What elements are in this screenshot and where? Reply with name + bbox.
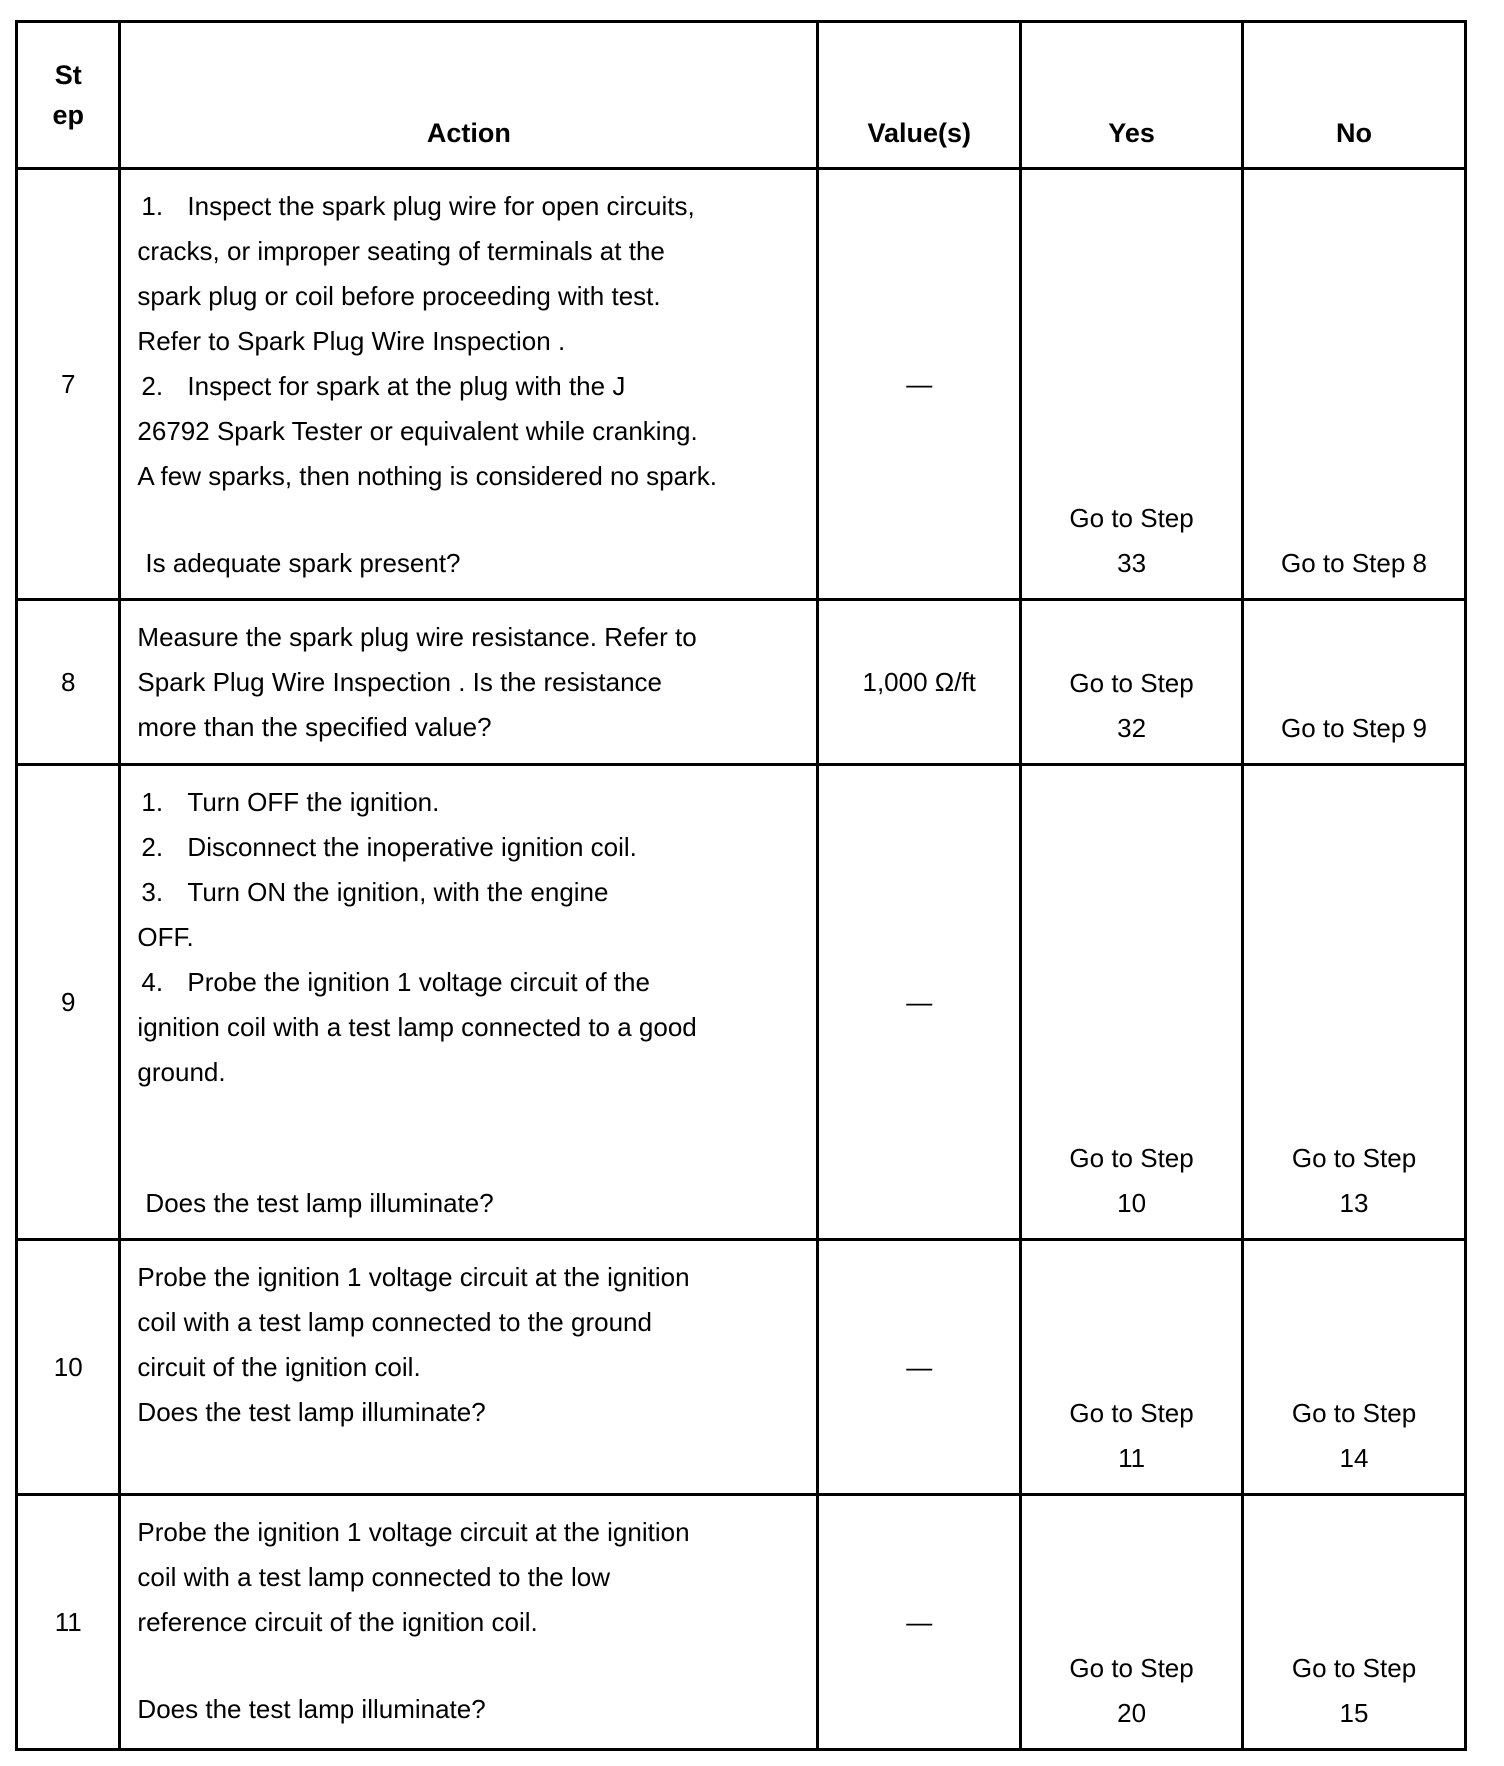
step-number: 9 xyxy=(17,765,120,1240)
header-row xyxy=(17,22,1466,169)
no-step: 13 xyxy=(1339,1188,1369,1218)
action-line: OFF. xyxy=(137,922,194,952)
value-cell: — xyxy=(818,1495,1021,1750)
step-number: 8 xyxy=(17,600,120,765)
action-line: Turn OFF the ignition. xyxy=(187,787,440,817)
no-goto: Go to Step xyxy=(1291,1653,1417,1683)
action-cell xyxy=(120,169,818,600)
action-line: Measure the spark plug wire resistance. Refer to xyxy=(137,622,697,652)
action-line: Disconnect the inoperative ignition coil. xyxy=(187,832,637,862)
no-step: 15 xyxy=(1339,1698,1369,1728)
action-line: Spark Plug Wire Inspection . Is the resistance xyxy=(137,667,662,697)
yes-cell xyxy=(1021,169,1243,600)
action-cell xyxy=(120,600,818,765)
no-step: 14 xyxy=(1339,1443,1369,1473)
table-row xyxy=(17,765,1466,1240)
action-question: Is adequate spark present? xyxy=(145,548,461,578)
yes-step: 32 xyxy=(1117,713,1147,743)
action-line: coil with a test lamp connected to the low xyxy=(137,1562,611,1592)
list-number: 4. xyxy=(141,967,164,997)
action-line: Refer to Spark Plug Wire Inspection . xyxy=(137,326,566,356)
action-question: Does the test lamp illuminate? xyxy=(145,1188,494,1218)
no-goto: Go to Step 9 xyxy=(1281,713,1427,743)
yes-step: 10 xyxy=(1117,1188,1147,1218)
step-number: 11 xyxy=(17,1495,120,1750)
header-values: Value(s) xyxy=(818,22,1021,169)
action-line: reference circuit of the ignition coil. xyxy=(137,1607,538,1637)
yes-goto: Go to Step xyxy=(1069,1398,1194,1428)
step-number: 7 xyxy=(17,169,120,600)
action-line: Turn ON the ignition, with the engine xyxy=(187,877,609,907)
header-yes: Yes xyxy=(1021,22,1243,169)
header-step-line1: St xyxy=(54,60,82,90)
no-cell xyxy=(1243,1240,1466,1495)
no-goto: Go to Step xyxy=(1291,1398,1417,1428)
action-line: Probe the ignition 1 voltage circuit at the ignition xyxy=(137,1262,690,1292)
action-line: circuit of the ignition coil. xyxy=(137,1352,421,1382)
yes-step: 11 xyxy=(1118,1443,1146,1473)
action-line: Probe the ignition 1 voltage circuit of the xyxy=(187,967,650,997)
action-line: Inspect for spark at the plug with the J xyxy=(187,371,626,401)
table-row xyxy=(17,1240,1466,1495)
action-line: coil with a test lamp connected to the ground xyxy=(137,1307,652,1337)
value-cell: — xyxy=(818,1240,1021,1495)
header-action: Action xyxy=(120,22,818,169)
no-goto: Go to Step 8 xyxy=(1281,548,1427,578)
value-cell: 1,000 Ω/ft xyxy=(818,600,1021,765)
action-line: ignition coil with a test lamp connected to a good xyxy=(137,1012,697,1042)
yes-cell xyxy=(1021,765,1243,1240)
header-step-line2: ep xyxy=(52,100,84,130)
action-cell xyxy=(120,1495,818,1750)
header-no: No xyxy=(1243,22,1466,169)
yes-cell xyxy=(1021,1495,1243,1750)
list-number: 2. xyxy=(141,832,164,862)
step-number: 10 xyxy=(17,1240,120,1495)
yes-goto: Go to Step xyxy=(1069,1653,1194,1683)
table-row xyxy=(17,169,1466,600)
action-question: Does the test lamp illuminate? xyxy=(137,1694,486,1724)
table-row xyxy=(17,1495,1466,1750)
diagnostic-table xyxy=(15,20,1467,1751)
list-number: 1. xyxy=(141,787,164,817)
action-cell xyxy=(120,1240,818,1495)
action-line: Inspect the spark plug wire for open circuits, xyxy=(187,191,695,221)
action-line: spark plug or coil before proceeding with test. xyxy=(137,281,661,311)
list-number: 3. xyxy=(141,877,164,907)
action-line: A few sparks, then nothing is considered no spark. xyxy=(137,461,717,491)
value-cell: — xyxy=(818,765,1021,1240)
yes-goto: Go to Step xyxy=(1069,1143,1194,1173)
no-goto: Go to Step xyxy=(1291,1143,1417,1173)
yes-cell xyxy=(1021,1240,1243,1495)
action-line: Probe the ignition 1 voltage circuit at the ignition xyxy=(137,1517,690,1547)
action-line: cracks, or improper seating of terminals at the xyxy=(137,236,665,266)
yes-goto: Go to Step xyxy=(1069,503,1194,533)
list-number: 1. xyxy=(141,191,164,221)
header-step xyxy=(17,22,120,169)
action-question: Does the test lamp illuminate? xyxy=(137,1397,486,1427)
value-cell: — xyxy=(818,169,1021,600)
yes-cell xyxy=(1021,600,1243,765)
no-cell xyxy=(1243,1495,1466,1750)
action-line: 26792 Spark Tester or equivalent while cranking. xyxy=(137,416,698,446)
action-line: more than the specified value? xyxy=(137,712,492,742)
no-cell xyxy=(1243,600,1466,765)
action-cell xyxy=(120,765,818,1240)
no-cell xyxy=(1243,765,1466,1240)
no-cell xyxy=(1243,169,1466,600)
action-line: ground. xyxy=(137,1057,226,1087)
table-row xyxy=(17,600,1466,765)
yes-step: 20 xyxy=(1117,1698,1147,1728)
yes-step: 33 xyxy=(1117,548,1147,578)
yes-goto: Go to Step xyxy=(1069,668,1194,698)
list-number: 2. xyxy=(141,371,164,401)
